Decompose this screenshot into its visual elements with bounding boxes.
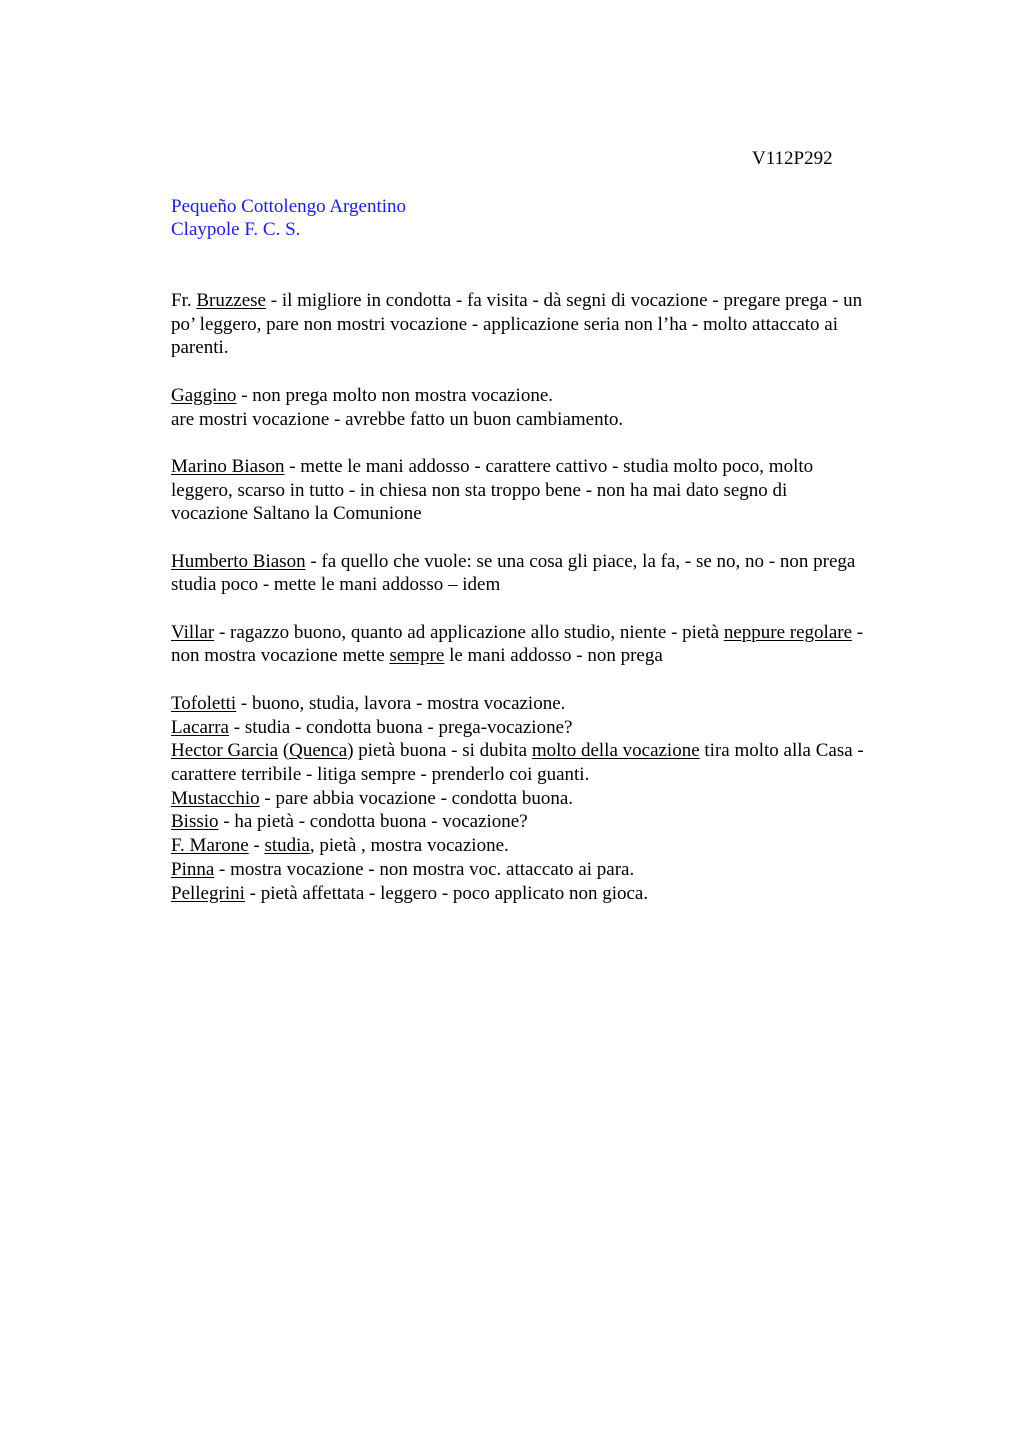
entry-text: tira molto alla Casa -: [699, 740, 864, 762]
entry-text: studia poco - mette le mani addosso – idem: [171, 574, 501, 596]
entry-text: are mostri vocazione - avrebbe fatto un buon cambiamento.: [171, 408, 624, 430]
person-name: Mustacchio: [171, 787, 260, 809]
entry-text: - ha pietà - condotta buona - vocazione?: [218, 811, 528, 833]
entry-text: - pare abbia vocazione - condotta buona.: [259, 787, 574, 809]
person-name: Hector Garcia: [171, 740, 279, 762]
emphasis-text: studia: [264, 835, 310, 857]
entry-text: -: [852, 621, 864, 643]
emphasis-text: neppure regolare: [723, 621, 853, 643]
document-body: [171, 289, 931, 905]
person-name: Marino Biason: [171, 455, 285, 477]
person-name: Bissio: [171, 811, 219, 833]
entry-text: - studia - condotta buona - prega-vocazione?: [229, 716, 573, 738]
entry-text: - il migliore in condotta - fa visita - dà segni di vocazione - pregare prega - un: [266, 290, 863, 311]
entry-text: le mani addosso - non prega: [444, 645, 663, 667]
entry-text: - mostra vocazione - non mostra voc. attaccato ai para.: [214, 858, 635, 880]
person-name: Pinna: [171, 858, 215, 880]
person-name: Pellegrini: [171, 882, 245, 904]
entry-text: , pietà , mostra vocazione.: [309, 835, 509, 857]
institution-header: [171, 195, 406, 241]
entry-text: parenti.: [171, 337, 229, 359]
institution-location: Claypole F. C. S.: [171, 219, 301, 240]
person-alias: Quenca: [289, 740, 348, 762]
entry-text: ) pietà buona - si dubita: [347, 740, 532, 762]
entry-list: [171, 692, 931, 905]
entry-text: - non prega molto non mostra vocazione.: [236, 384, 554, 406]
entry-text: - pietà affettata - leggero - poco applicato non gioca.: [244, 882, 649, 904]
emphasis-text: molto della vocazione: [531, 740, 700, 762]
entry-pinna: [171, 858, 931, 882]
person-name: Villar: [171, 621, 215, 643]
entry-text: carattere terribile - litiga sempre - prenderlo coi guanti.: [171, 763, 590, 785]
entry-text: (: [278, 740, 290, 762]
entry-text: po’ leggero, pare non mostri vocazione - applicazione seria non l’ha - molto attaccato ai: [171, 313, 839, 335]
entry-marino-biason: [171, 455, 931, 526]
entry-text: - mette le mani addosso - carattere cattivo - studia molto poco, molto: [284, 455, 814, 477]
entry-villar: [171, 621, 931, 668]
person-name: Humberto Biason: [171, 550, 306, 572]
entry-bruzzese: [171, 289, 931, 360]
entry-hector-garcia: [171, 739, 931, 763]
person-name: F. Marone: [171, 835, 249, 857]
document-code: V112P292: [752, 148, 833, 169]
entry-mustacchio: [171, 787, 931, 811]
person-name: Tofoletti: [171, 692, 237, 714]
entry-pellegrini: [171, 882, 931, 906]
entry-text: - buono, studia, lavora - mostra vocazione.: [236, 692, 566, 714]
emphasis-text: sempre: [389, 645, 445, 667]
entry-tofoletti: [171, 692, 931, 716]
entry-marone: [171, 834, 931, 858]
institution-name: Pequeño Cottolengo Argentino: [171, 196, 407, 217]
person-name: Bruzzese: [196, 290, 266, 311]
entry-text: -: [248, 835, 265, 857]
entry-bissio: [171, 810, 931, 834]
entry-gaggino: [171, 384, 931, 431]
entry-text: vocazione Saltano la Comunione: [171, 503, 422, 525]
entry-text: leggero, scarso in tutto - in chiesa non sta troppo bene - non ha mai dato segno di: [171, 479, 788, 501]
entry-text: - fa quello che vuole: se una cosa gli piace, la fa, - se no, no - non prega: [305, 550, 856, 572]
person-name: Lacarra: [171, 716, 229, 738]
entry-prefix: Fr.: [171, 290, 197, 311]
entry-text: non mostra vocazione mette: [171, 645, 390, 667]
entry-lacarra: [171, 716, 931, 740]
person-name: Gaggino: [171, 384, 237, 406]
entry-text: - ragazzo buono, quanto ad applicazione allo studio, niente - pietà: [214, 621, 724, 643]
entry-humberto-biason: [171, 550, 931, 597]
